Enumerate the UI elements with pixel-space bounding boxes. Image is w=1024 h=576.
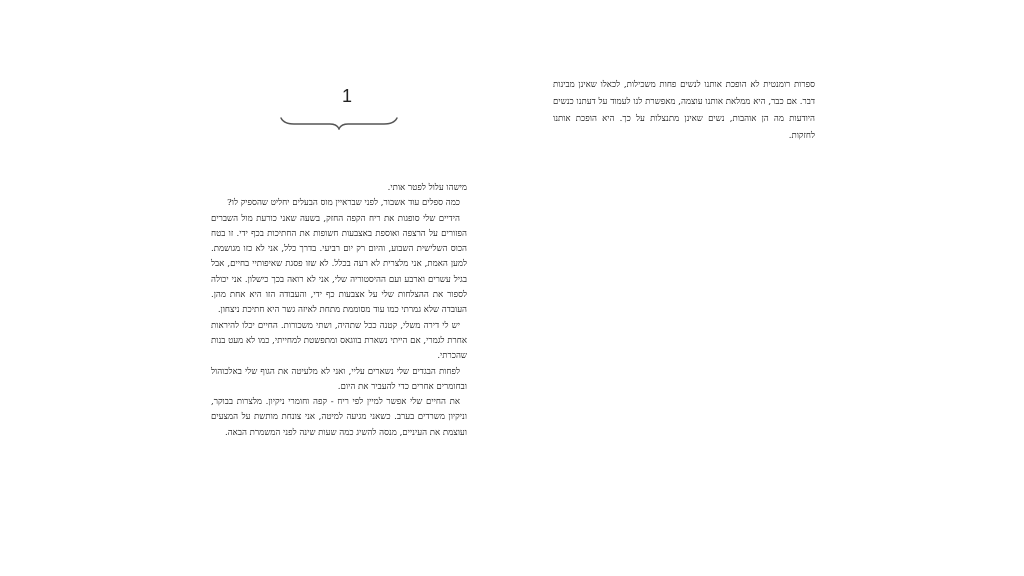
paragraph: הידיים שלי סופגות את ריח הקפה החזק, בשעה שאני כורעת מול השברים הפזורים על הרצפה ואוספת באצבעות חשופות את החתיכות בכף ידי. זו בטח הכוס השלישית השבוע, והיום רק יום רביעי. בדרך כלל, אני לא כזו מגושמת. למען האמת, אני מלצרית לא רעה בכלל. לא שזו פסגת שאיפותיי בחיים, אבל בגיל עשרים וארבע ועם ההיסטוריה שלי, אני לא רואה בכך כישלון. אני יכולה לספור את ההצלחות שלי על אצבעות כף ידי, והעבודה הזו היא אחת מהן. העובדה שלא גמרתי כמו עוד מסוממת מתחת לאיזה גשר היא חתיכת ניצחון. (211, 213, 467, 316)
paragraph: כמה ספלים עוד אשבור, לפני שבראיין מוס הבעלים יחליט שהספיק לו? (227, 198, 460, 209)
right-page (553, 0, 815, 576)
chapter-body-text (211, 181, 467, 441)
paragraph: את החיים שלי אפשר למיין לפי ריח - קפה וחומרי ניקיון. מלצרות בבוקר, וניקיון משרדים בערב. כשאני מגיעה למיטה, אני צונחת מותשת על המצעים ועוצמת את העיניים, מנסה להשיג כמה שעות שינה לפני המשמרת הבאה. (211, 397, 467, 438)
dedication-text (553, 77, 815, 145)
chapter-brace-ornament (280, 116, 398, 130)
left-page (207, 0, 577, 576)
paragraph: יש לי דירה משלי, קטנה ככל שתהיה, ושתי משכורות. החיים יכלו להיראות אחרת לגמרי, אם הייתי נשארת בווגאס ומתפשטת למחייתי, כמו לא מעט בנות שהכרתי. (211, 320, 467, 362)
paragraph: מישהו עלול לפטר אותי. (387, 183, 467, 193)
chapter-number: 1 (341, 86, 352, 106)
paragraph: ספרות רומנטית לא הופכת אותנו לנשים פחות משכילות, לכאלו שאינן מבינות דבר. אם כבר, היא ממלאת אותנו עוצמה, מאפשרת לנו לעמוד על דעתנו כנשים היודעות מה הן אוהבות, נשים שאינן מתנצלות על כך. היא הופכת אותנו לחזקות. (553, 80, 815, 141)
paragraph: לפחות הבגדים שלי נשארים עליי, ואני לא מלעיטה את הגוף שלי באלכוהול ובחומרים אחרים כדי להעביר את היום. (211, 366, 467, 392)
